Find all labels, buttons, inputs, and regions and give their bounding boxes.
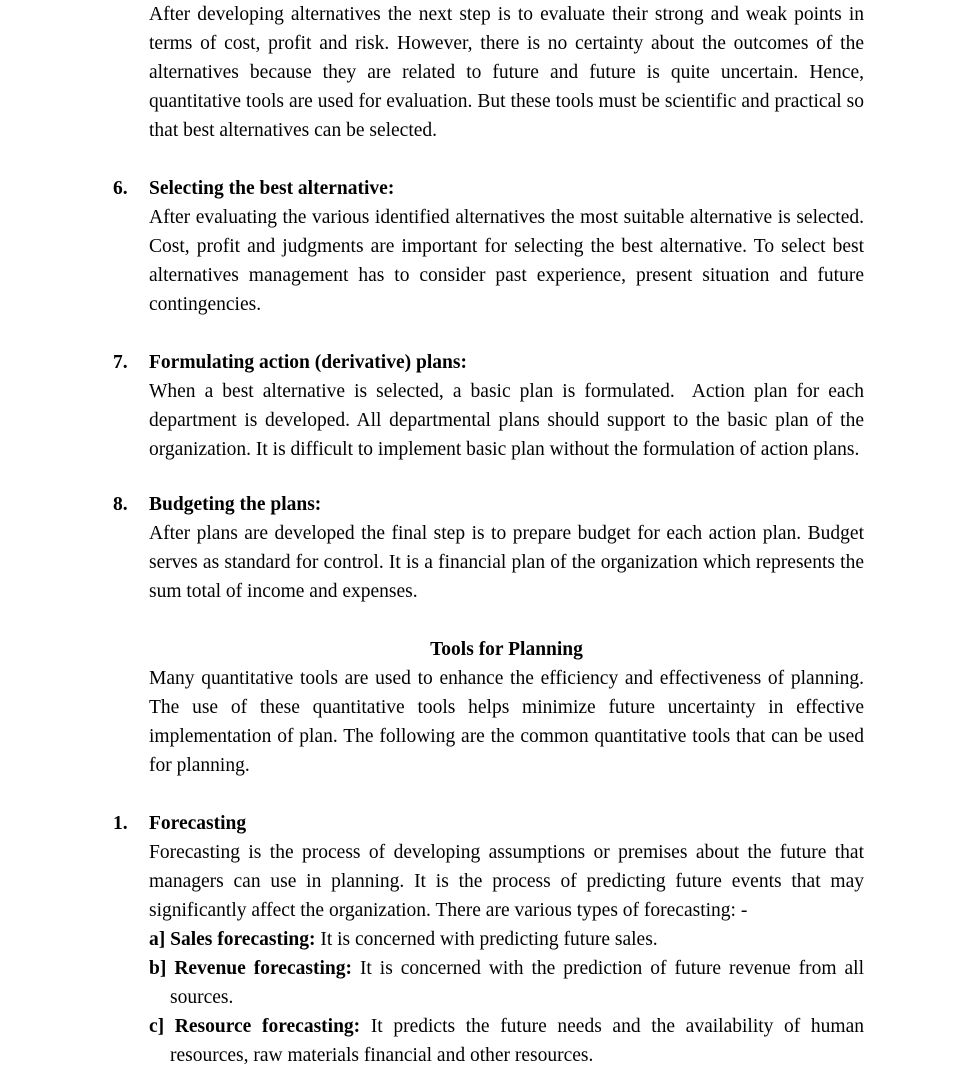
spacer (113, 780, 864, 809)
spacer (113, 606, 864, 635)
forecasting-subitem-a-marker: a] (149, 929, 166, 950)
tools-for-planning-heading: Tools for Planning (430, 639, 583, 660)
forecasting-subitem-c-text: It predicts the future needs and the availability of human resources, raw materials financial and other resources. (170, 1016, 865, 1066)
tools-for-planning-intro: Many quantitative tools are used to enhance the efficiency and effectiveness of planning. The use of these quantitative tools helps minimize future uncertainty in effective implementation of plan. The following are the common quantitative tools that can be used for planning. (149, 668, 864, 776)
forecasting-subitem-c-marker: c] (149, 1016, 165, 1037)
forecasting-subitem-b (113, 954, 864, 1012)
forecasting-subitem-c-term: Resource forecasting: (174, 1016, 361, 1037)
step-8-number: 8. (113, 494, 128, 515)
step-6-body: After evaluating the various identified alternatives the most suitable alternative is selected. Cost, profit and judgments are important for selecting the best alternative. To select best alternatives management has to consider past experience, present situation and future contingencies. (149, 207, 864, 315)
step-6-number: 6. (113, 178, 128, 199)
step-7-body: When a best alternative is selected, a basic plan is formulated. Action plan for each department is developed. All departmental plans should support to the basic plan of the organization. It is difficult to implement basic plan without the formulation of action plans. (149, 381, 869, 460)
spacer (113, 464, 864, 490)
step-6 (113, 174, 864, 319)
step-8 (113, 490, 864, 606)
intro-paragraph: After developing alternatives the next step is to evaluate their strong and weak points in terms of cost, profit and risk. However, there is no certainty about the outcomes of the alternatives because they are related to future and future is quite uncertain. Hence, quantitative tools are used for evaluation. But these tools must be scientific and practical so that best alternatives can be selected. (149, 4, 864, 141)
tool-1-body: Forecasting is the process of developing assumptions or premises about the future that managers can use in planning. It is the process of predicting future events that may significantly affect the organization. There are various types of forecasting: - (149, 842, 864, 921)
step-7-heading: Formulating action (derivative) plans: (149, 352, 467, 373)
step-6-heading: Selecting the best alternative: (149, 178, 395, 199)
step-7 (113, 348, 869, 464)
spacer (113, 319, 864, 348)
forecasting-subitem-b-text: It is concerned with the prediction of future revenue from all sources. (170, 958, 865, 1008)
forecasting-subitem-b-term: Revenue forecasting: (174, 958, 352, 979)
step-7-number: 7. (113, 352, 128, 373)
step-8-heading: Budgeting the plans: (149, 494, 322, 515)
forecasting-subitem-c (113, 1012, 864, 1070)
tool-1-heading: Forecasting (149, 813, 247, 834)
text-column (113, 0, 869, 1070)
forecasting-subitem-a (113, 925, 864, 954)
tool-1-number: 1. (113, 813, 128, 834)
forecasting-subitem-a-term: Sales forecasting: (170, 929, 316, 950)
step-8-body: After plans are developed the final step is to prepare budget for each action plan. Budget serves as standard for control. It is a financial plan of the organization which represents the sum total of income and expenses. (149, 523, 864, 602)
forecasting-subitem-a-text: It is concerned with predicting future sales. (320, 929, 658, 950)
tool-1-forecasting (113, 809, 864, 925)
spacer (113, 145, 864, 174)
forecasting-subitem-b-marker: b] (149, 958, 167, 979)
